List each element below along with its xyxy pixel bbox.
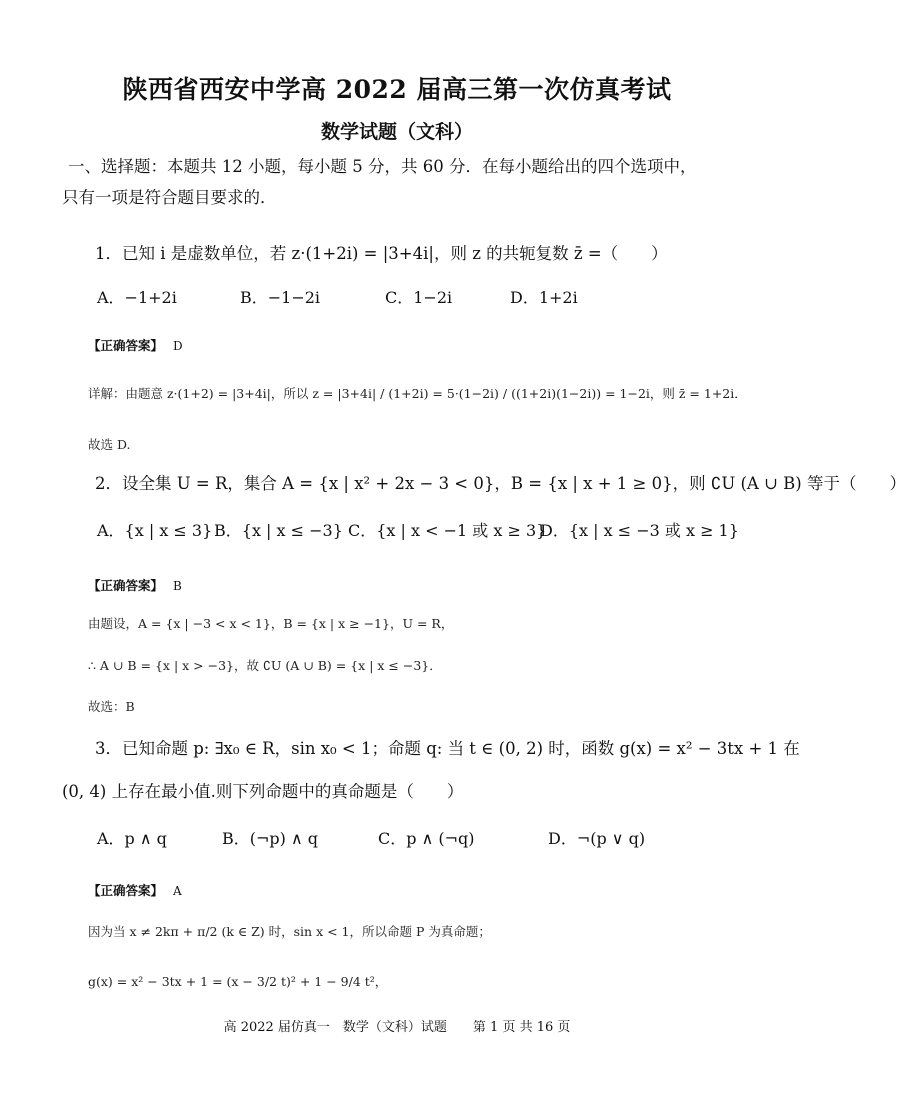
section-intro-line2: 只有一项是符合题目要求的． — [62, 188, 277, 207]
page-title: 陕西省西安中学高 2022 届高三第一次仿真考试 — [122, 75, 672, 104]
answer-value: A — [173, 884, 182, 898]
question-3-solution-line2: g(x) = x² − 3tx + 1 = (x − 3/2 t)² + 1 − 9/4 t²， — [88, 974, 388, 989]
question-1-option-a: A．−1+2i — [97, 288, 177, 307]
section-intro-line1: 一、选择题：本题共 12 小题，每小题 5 分，共 60 分．在每小题给出的四个选项中， — [68, 157, 697, 176]
page-subtitle: 数学试题（文科） — [320, 121, 473, 143]
question-1-answer — [88, 335, 183, 354]
question-2-option-d: D．{x | x ≤ −3 或 x ≥ 1} — [540, 521, 739, 540]
question-3-stem-line1: 3．已知命题 p: ∃x₀ ∈ R，sin x₀ < 1；命题 q: 当 t ∈ (0, 2) 时，函数 g(x) = x² − 3tx + 1 在 — [95, 739, 800, 758]
question-3-solution-line1: 因为当 x ≠ 2kπ + π/2 (k ∈ Z) 时，sin x < 1，所以命题 P 为真命题； — [88, 924, 491, 939]
question-1-solution-line2: 故选 D. — [88, 437, 131, 452]
question-1-option-c: C．1−2i — [385, 288, 453, 307]
question-1-option-b: B．−1−2i — [240, 288, 321, 307]
question-2-solution-line1: 由题设，A = {x | −3 < x < 1}，B = {x | x ≥ −1}，U = R， — [88, 616, 454, 631]
question-3-answer — [88, 880, 182, 899]
question-2-stem: 2．设全集 U = R，集合 A = {x | x² + 2x − 3 < 0}，B = {x | x + 1 ≥ 0}，则 ∁U (A ∪ B) 等于（ ） — [95, 474, 906, 493]
question-2-option-a: A．{x | x ≤ 3} — [97, 521, 213, 540]
question-1-solution-line1: 详解：由题意 z·(1+2) = |3+4i|，所以 z = |3+4i| / (1+2i) = 5·(1−2i) / ((1+2i)(1−2i)) = 1−2i，则 z̄ = 1+2i． — [88, 386, 747, 401]
question-3-stem-line2: (0, 4) 上存在最小值.则下列命题中的真命题是（ ） — [62, 782, 464, 801]
answer-value: D — [173, 339, 183, 353]
answer-label: 【正确答案】 — [88, 338, 164, 353]
question-3-option-b: B．(¬p) ∧ q — [222, 829, 319, 848]
question-2-option-c: C．{x | x < −1 或 x ≥ 3} — [348, 521, 547, 540]
question-2-solution-line3: 故选：B — [88, 699, 135, 714]
question-2-option-b: B．{x | x ≤ −3} — [214, 521, 343, 540]
question-3-option-c: C．p ∧ (¬q) — [378, 829, 475, 848]
answer-value: B — [173, 579, 182, 593]
question-1-stem: 1．已知 i 是虚数单位，若 z·(1+2i) = |3+4i|，则 z 的共轭复数 z̄ =（ ） — [95, 244, 668, 263]
page-footer: 高 2022 届仿真一 数学（文科）试题 第 1 页 共 16 页 — [223, 1020, 571, 1035]
answer-label: 【正确答案】 — [88, 883, 164, 898]
question-3-option-d: D．¬(p ∨ q) — [548, 829, 646, 848]
question-2-answer — [88, 575, 182, 594]
question-3-option-a: A．p ∧ q — [97, 829, 167, 848]
question-1-option-d: D．1+2i — [510, 288, 578, 307]
question-2-solution-line2: ∴ A ∪ B = {x | x > −3}，故 ∁U (A ∪ B) = {x | x ≤ −3}． — [88, 658, 442, 673]
answer-label: 【正确答案】 — [88, 578, 164, 593]
